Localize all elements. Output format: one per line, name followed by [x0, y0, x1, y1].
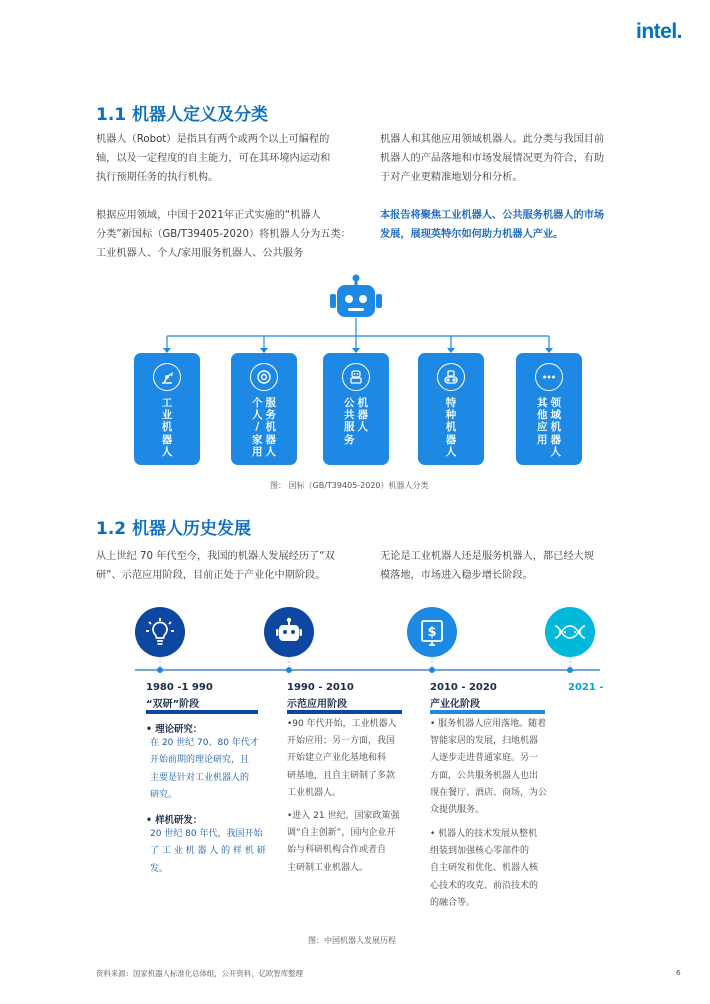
category-other-application-robot — [516, 353, 582, 465]
era-4-year: 2021 - — [568, 682, 604, 693]
era-1-dev-heading: • 样机研发： — [146, 815, 203, 826]
category-label-char: 器 — [445, 433, 457, 446]
category-label-char: 应 — [537, 421, 548, 434]
category-label-char: 他 — [537, 409, 548, 422]
category-label-column — [344, 397, 355, 446]
category-label-char: 服 — [344, 421, 355, 434]
category-label-char: 机 — [357, 397, 368, 409]
category-label-column — [252, 397, 263, 458]
section-2-title: 1.2 机器人历史发展 — [96, 519, 252, 539]
category-label-char: 人 — [445, 445, 457, 458]
category-label-column — [551, 397, 562, 458]
figure-caption-classification: 图： 国标（GB/T39405-2020）机器人分类 — [270, 481, 429, 490]
timeline-axis — [0, 600, 710, 680]
vacuum-robot-icon — [250, 363, 278, 391]
category-label-char: 共 — [344, 409, 355, 422]
category-label-char: 公 — [344, 397, 355, 409]
category-label-char: 种 — [445, 409, 457, 422]
category-label-char: 工 — [161, 397, 173, 409]
history-paragraph: 从上世纪 70 年代至今，我国的机器人发展经历了“双 研”、示范应用阶段，目前正处于产业化中期阶段。 — [96, 551, 335, 581]
category-label-char: 器 — [265, 433, 276, 446]
category-label-char: 器 — [550, 433, 561, 446]
category-label-char: / — [255, 421, 260, 434]
era-2-year: 1990 - 2010 — [287, 682, 354, 693]
category-label-char: 人 — [252, 409, 263, 422]
era-2-title: 示范应用阶段 — [287, 699, 347, 710]
category-label-char: 人 — [357, 421, 368, 434]
page-number: 6 — [676, 968, 681, 977]
category-label-char: 家 — [252, 433, 263, 446]
category-label-char: 人 — [161, 445, 173, 458]
category-label-char: 务 — [265, 409, 276, 422]
category-label-char: 人 — [265, 445, 276, 458]
category-special-robot — [418, 353, 484, 465]
era-1-year: 1980 -1 990 — [146, 682, 213, 693]
more-dots-icon — [535, 363, 563, 391]
era-1-dev-text: 20 世纪 80 年代，我国开始 了 工 业 机 器 人 的 样 机 研 发。 — [150, 829, 266, 874]
robot-arm-icon — [153, 363, 181, 391]
era-1-theory-text: 在 20 世纪 70、80 年代才 开始前期的理论研究，且 主要是针对工业机器人的 研究。 — [150, 738, 259, 801]
intel-logo: intel. — [636, 20, 683, 43]
category-label-char: 机 — [265, 421, 276, 434]
era-1-theory-heading: • 理论研究： — [146, 724, 203, 735]
era-3-title: 产业化阶段 — [430, 699, 480, 710]
era-3-paragraph-2: • 机器人的技术发展从整机 组装到加强核心零部件的 自主研发和优化、机器人核 心技术的攻克、前沿技术的 的融合等。 — [430, 829, 539, 908]
category-label-char: 其 — [537, 397, 548, 409]
category-label-char: 人 — [550, 445, 561, 458]
section-1-title: 1.1 机器人定义及分类 — [96, 105, 269, 125]
category-label-column — [446, 397, 457, 458]
history-paragraph-cont: 无论是工业机器人还是服务机器人，都已经大规 模落地，市场进入稳步增长阶段。 — [380, 551, 594, 581]
era-3-paragraph-1: • 服务机器人应用落地。随着 智能家居的发展，扫地机器 人逐步走进普通家庭。另一 方面，公共服务机器人也出 现在餐厅、酒店、商场，为公 众提供服务。 — [430, 719, 548, 816]
footer-source: 资料来源：国家机器人标准化总体组，公开资料，亿欧智库整理 — [96, 969, 303, 978]
category-label-column — [537, 397, 548, 458]
era-2-bar — [287, 710, 402, 714]
category-label — [418, 397, 484, 458]
category-personal-home-service-robot — [231, 353, 297, 465]
category-label-char: 业 — [161, 409, 173, 422]
category-label-char: 器 — [161, 433, 173, 446]
category-label-char: 用 — [537, 433, 548, 446]
tracked-robot-icon — [437, 363, 465, 391]
classification-paragraph-cont: 机器人和其他应用领域机器人。此分类与我国目前 机器人的产品落地和市场发展情况更为符合，有助 于对产业更精准地划分和分析。 — [380, 134, 605, 183]
category-label-char: 特 — [445, 397, 457, 409]
figure-caption-history: 图：中国机器人发展历程 — [308, 936, 396, 945]
classification-paragraph: 根据应用领域，中国于2021年正式实施的“机器人 分类”新国标（GB/T39405-2020）将机器人分为五类： 工业机器人、个人/家用服务机器人、公共服务 — [96, 210, 351, 259]
category-label-char: 机 — [161, 421, 173, 434]
category-label-column — [162, 397, 173, 458]
category-label — [231, 397, 297, 458]
category-label — [134, 397, 200, 458]
category-label-char: 域 — [550, 409, 561, 422]
category-label-char: 领 — [550, 397, 561, 409]
category-label-char: 用 — [252, 445, 263, 458]
era-2-paragraph-1: •90 年代开始，工业机器人 开始应用；另一方面，我国 开始建立产业化基地和科 研基地，且自主研制了多款 工业机器人。 — [287, 719, 397, 798]
focus-highlight: 本报告将聚焦工业机器人、公共服务机器人的市场 发展，展现英特尔如何助力机器人产业。 — [380, 210, 605, 240]
category-label-char: 服 — [265, 397, 276, 409]
era-3-bar — [430, 710, 545, 714]
svg-text:$: $ — [427, 625, 437, 640]
category-label-column — [266, 397, 277, 458]
category-label — [323, 397, 389, 446]
category-label — [516, 397, 582, 458]
era-2-paragraph-2: •进入 21 世纪，国家政策强 调“自主创新”，国内企业开 始与科研机构合作或者自 主研制工业机器人。 — [287, 811, 400, 873]
category-label-char: 机 — [445, 421, 457, 434]
category-label-char: 个 — [252, 397, 263, 409]
category-label-char: 务 — [344, 433, 355, 446]
category-label-char: 机 — [550, 421, 561, 434]
era-1-bar — [146, 710, 258, 714]
category-public-service-robot — [323, 353, 389, 465]
robot-head-icon — [328, 274, 384, 320]
category-industrial-robot — [134, 353, 200, 465]
era-3-year: 2010 - 2020 — [430, 682, 497, 693]
category-label-char: 器 — [357, 409, 368, 422]
era-1-title: “双研”阶段 — [146, 699, 200, 710]
service-robot-icon — [342, 363, 370, 391]
definition-paragraph: 机器人（Robot）是指具有两个或两个以上可编程的 轴，以及一定程度的自主能力，可在其环境内运动和 执行预期任务的执行机构。 — [96, 134, 331, 183]
category-label-column — [358, 397, 369, 446]
